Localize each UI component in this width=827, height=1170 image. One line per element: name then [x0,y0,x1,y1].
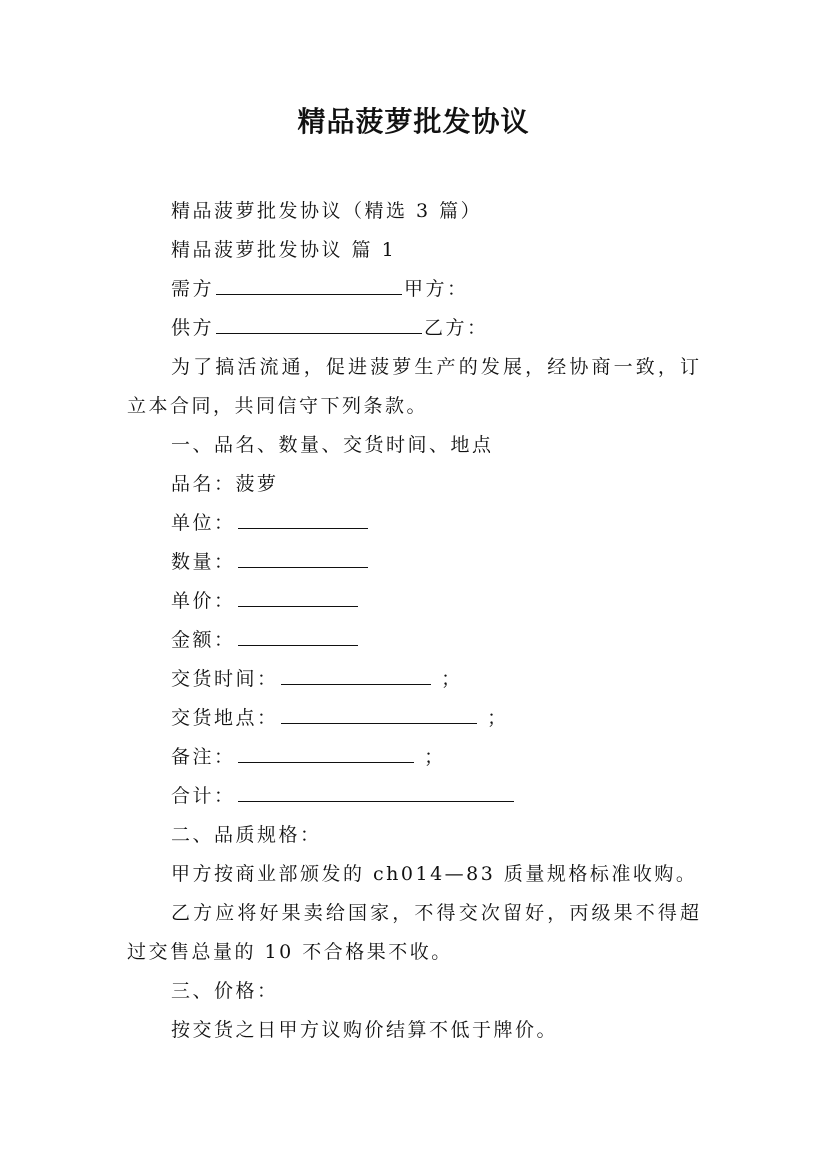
quantity-blank [238,549,368,568]
remarks-label: 备注： [171,746,236,768]
preamble-text-1: 为了搞活流通，促进菠萝生产的发展，经协商一致，订 [171,356,701,378]
clause3-text: 按交货之日甲方议购价结算不低于牌价。 [171,1019,559,1041]
party-b-label: 乙方： [424,317,489,339]
demand-party-label: 需方 [171,278,215,300]
semicolon: ； [424,746,446,768]
preamble-line-2: 立本合同，共同信守下列条款。 [127,395,429,417]
clause1-heading: 一、品名、数量、交货时间、地点 [171,434,494,456]
delivery-time-label: 交货时间： [171,668,279,690]
total-line [171,783,516,809]
unit-label: 单位： [171,512,236,534]
clause2-text2-line-2: 过交售总量的 10 不合格果不收。 [127,941,453,963]
supply-party-label: 供方 [171,317,215,339]
clause2-heading: 二、品质规格： [171,824,322,846]
total-blank [238,783,514,802]
clause2-text2-line-1 [171,900,701,926]
clause2-text2-1: 乙方应将好果卖给国家，不得交次留好，丙级果不得超 [171,902,701,924]
delivery-time-line [171,666,463,692]
unit-price-blank [238,588,358,607]
subtitle: 精品菠萝批发协议（精选 3 篇） [171,200,483,222]
demand-party-line [171,276,469,302]
supply-party-line [171,315,489,341]
delivery-place-line [171,705,509,731]
product-name: 品名：菠萝 [171,473,279,495]
total-label: 合计： [171,785,236,807]
clause3-heading: 三、价格： [171,980,279,1002]
demand-party-blank [216,276,402,295]
preamble-line-1 [171,354,701,380]
semicolon: ； [487,707,509,729]
quantity-label: 数量： [171,551,236,573]
supply-party-blank [216,315,422,334]
clause2-text: 甲方按商业部颁发的 ch014—83 质量规格标准收购。 [171,863,698,885]
amount-blank [238,627,358,646]
delivery-place-label: 交货地点： [171,707,279,729]
amount-label: 金额： [171,629,236,651]
document-title: 精品菠萝批发协议 [297,105,530,138]
delivery-place-blank [281,705,477,724]
amount-line [171,627,360,653]
section-heading: 精品菠萝批发协议 篇 1 [171,239,397,261]
unit-price-label: 单价： [171,590,236,612]
unit-price-line [171,588,360,614]
unit-blank [238,510,368,529]
remarks-line [171,744,446,770]
party-a-label: 甲方： [404,278,469,300]
quantity-line [171,549,370,575]
semicolon: ； [441,668,463,690]
unit-line [171,510,370,536]
delivery-time-blank [281,666,431,685]
remarks-blank [238,744,414,763]
